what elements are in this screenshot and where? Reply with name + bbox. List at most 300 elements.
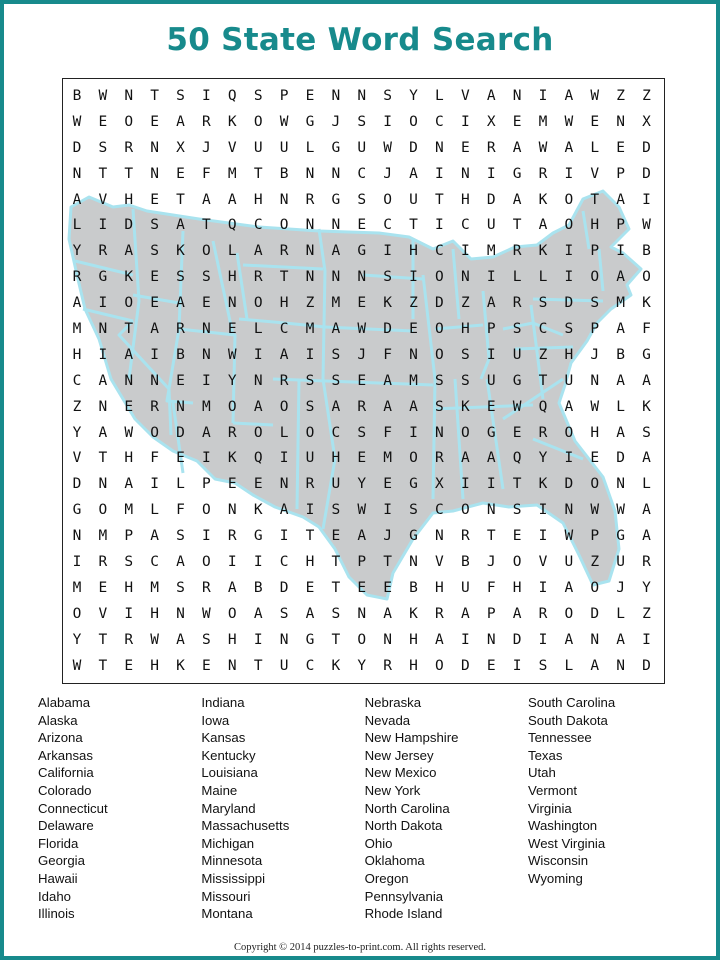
grid-letter: T — [150, 87, 159, 104]
grid-letter: T — [435, 191, 444, 208]
grid-letter: T — [98, 165, 108, 182]
word-list-item: Indiana — [201, 695, 245, 710]
grid-letter: M — [72, 579, 82, 596]
grid-letter: K — [227, 450, 237, 467]
grid-letter: C — [383, 217, 392, 234]
grid-letter: R — [538, 424, 548, 441]
grid-letter: A — [279, 346, 289, 363]
grid-letter: H — [435, 579, 444, 596]
grid-letter: A — [279, 502, 289, 519]
grid-letter: E — [590, 450, 600, 467]
grid-letter: E — [512, 528, 522, 545]
grid-letter: Q — [512, 450, 522, 467]
grid-letter: E — [253, 476, 263, 493]
grid-letter: X — [435, 476, 444, 493]
grid-letter: M — [383, 450, 392, 467]
grid-letter: L — [538, 269, 548, 286]
grid-letter: G — [486, 424, 496, 441]
grid-letter: K — [409, 605, 418, 622]
grid-letter: N — [435, 139, 444, 156]
grid-letter: H — [227, 269, 237, 286]
word-list-item: Texas — [527, 747, 563, 763]
grid-letter: D — [616, 450, 626, 467]
grid-letter: O — [590, 269, 600, 286]
grid-letter: L — [72, 217, 82, 234]
grid-letter: G — [98, 269, 108, 286]
word-list-item: Oklahoma — [364, 853, 425, 869]
grid-letter: O — [279, 217, 289, 234]
grid-letter: U — [512, 346, 522, 363]
grid-letter: A — [331, 398, 341, 415]
grid-letter: A — [642, 528, 651, 545]
grid-letter: A — [253, 605, 263, 622]
grid-letter: R — [124, 139, 134, 156]
grid-letter: E — [357, 295, 367, 312]
grid-letter: I — [616, 243, 626, 260]
grid-letter: I — [124, 605, 134, 622]
grid-letter: N — [616, 657, 626, 674]
grid-letter: A — [202, 424, 211, 441]
grid-letter: A — [512, 605, 522, 622]
grid-letter: F — [383, 346, 392, 363]
grid-letter: W — [72, 657, 82, 674]
word-list-item: California — [38, 765, 94, 781]
grid-letter: R — [357, 398, 367, 415]
word-list-item: Ohio — [364, 835, 393, 851]
grid-letter: A — [124, 243, 134, 260]
grid-letter: B — [176, 346, 185, 363]
grid-letter: N — [486, 631, 496, 648]
grid-letter: U — [253, 139, 263, 156]
grid-letter: I — [460, 631, 470, 648]
grid-letter: E — [227, 476, 237, 493]
grid-letter: W — [72, 113, 82, 130]
grid-letter: E — [357, 217, 367, 234]
word-list-item: Nevada — [364, 712, 411, 728]
grid-letter: R — [383, 657, 392, 674]
grid-letter: Y — [72, 243, 82, 260]
grid-letter: R — [72, 269, 82, 286]
grid-row — [63, 368, 664, 394]
grid-letter: A — [124, 476, 134, 493]
grid-letter: I — [383, 113, 392, 130]
grid-letter: N — [331, 269, 341, 286]
grid-letter: A — [564, 139, 574, 156]
grid-letter: Y — [72, 424, 82, 441]
grid-letter: M — [486, 243, 496, 260]
grid-letter: D — [590, 605, 600, 622]
grid-letter: I — [538, 579, 548, 596]
grid-letter: A — [512, 191, 522, 208]
grid-letter: N — [150, 139, 159, 156]
grid-letter: V — [227, 139, 237, 156]
grid-letter: I — [564, 243, 574, 260]
grid-letter: U — [616, 553, 626, 570]
grid-letter: T — [590, 191, 600, 208]
grid-letter: W — [227, 346, 237, 363]
grid-letter: J — [383, 165, 392, 182]
grid-letter: N — [486, 502, 496, 519]
grid-letter: H — [590, 424, 600, 441]
grid-letter: Y — [357, 476, 367, 493]
grid-letter: I — [253, 346, 263, 363]
word-list-item: South Dakota — [527, 712, 608, 728]
grid-letter: L — [642, 476, 651, 493]
grid-letter: O — [150, 424, 159, 441]
grid-letter: A — [435, 631, 444, 648]
grid-letter: A — [150, 320, 159, 337]
grid-letter: W — [564, 113, 574, 130]
grid-letter: H — [124, 450, 134, 467]
grid-letter: A — [98, 424, 108, 441]
grid-letter: H — [124, 579, 134, 596]
grid-letter: S — [279, 605, 289, 622]
grid-letter: X — [642, 113, 651, 130]
grid-letter: S — [383, 269, 392, 286]
grid-letter: R — [98, 553, 108, 570]
grid-letter: A — [486, 450, 496, 467]
grid-letter: I — [98, 295, 108, 312]
grid-letter: R — [98, 243, 108, 260]
grid-letter: S — [460, 372, 470, 389]
grid-letter: T — [331, 631, 341, 648]
grid-letter: I — [538, 502, 548, 519]
grid-letter: I — [383, 243, 392, 260]
grid-letter: C — [435, 113, 444, 130]
grid-letter: K — [642, 398, 651, 415]
grid-letter: I — [305, 502, 315, 519]
grid-row — [63, 264, 664, 290]
word-list-item: Alaska — [38, 712, 78, 728]
word-list-item: Delaware — [38, 818, 94, 834]
grid-letter: H — [409, 243, 418, 260]
grid-letter: P — [616, 165, 626, 182]
grid-letter: N — [331, 165, 341, 182]
grid-letter: T — [176, 191, 185, 208]
word-list-item: Idaho — [38, 888, 72, 904]
grid-letter: N — [98, 320, 108, 337]
grid-letter: I — [150, 346, 159, 363]
grid-letter: I — [460, 113, 470, 130]
grid-letter: J — [357, 346, 367, 363]
grid-letter: Q — [227, 87, 237, 104]
grid-letter: W — [538, 139, 548, 156]
grid-letter: S — [98, 139, 108, 156]
grid-letter: O — [202, 502, 211, 519]
word-list-item: Illinois — [38, 906, 75, 922]
grid-letter: S — [357, 424, 367, 441]
grid-letter: E — [124, 657, 134, 674]
grid-letter: A — [590, 657, 600, 674]
grid-letter: E — [512, 424, 522, 441]
grid-letter: Q — [538, 398, 548, 415]
grid-letter: W — [357, 502, 367, 519]
grid-letter: R — [227, 424, 237, 441]
grid-letter: W — [590, 502, 600, 519]
grid-letter: C — [538, 320, 548, 337]
grid-letter: S — [331, 605, 341, 622]
grid-letter: R — [150, 398, 159, 415]
word-column — [201, 694, 361, 923]
grid-letter: O — [305, 424, 315, 441]
grid-letter: U — [564, 553, 574, 570]
grid-letter: P — [357, 553, 367, 570]
grid-letter: G — [331, 139, 341, 156]
grid-letter: M — [616, 295, 626, 312]
grid-letter: L — [253, 320, 263, 337]
grid-letter: O — [124, 295, 134, 312]
grid-letter: W — [357, 320, 367, 337]
grid-letter: I — [253, 631, 263, 648]
grid-letter: Z — [538, 346, 548, 363]
grid-letter: K — [460, 398, 470, 415]
grid-letter: L — [590, 139, 600, 156]
grid-letter: V — [72, 450, 82, 467]
grid-letter: S — [435, 372, 444, 389]
grid-letter: A — [383, 372, 392, 389]
grid-letter: M — [305, 320, 315, 337]
grid-letter: O — [409, 450, 418, 467]
grid-letter: Y — [642, 579, 651, 596]
grid-letter: I — [460, 243, 470, 260]
grid-letter: S — [124, 553, 134, 570]
grid-letter: E — [590, 113, 600, 130]
grid-letter: R — [538, 605, 548, 622]
grid-letter: I — [435, 165, 444, 182]
word-list-item: Pennsylvania — [364, 888, 444, 904]
grid-letter: G — [642, 346, 651, 363]
grid-letter: R — [279, 372, 289, 389]
grid-letter: I — [435, 217, 444, 234]
grid-letter: B — [279, 165, 289, 182]
grid-letter: O — [253, 295, 263, 312]
word-list-item: West Virginia — [527, 835, 606, 851]
grid-letter: I — [202, 372, 211, 389]
grid-letter: A — [176, 113, 185, 130]
grid-letter: H — [279, 295, 289, 312]
grid-letter: P — [590, 243, 600, 260]
grid-row — [63, 394, 664, 420]
word-column — [38, 694, 198, 923]
grid-letter: T — [98, 657, 108, 674]
grid-letter: C — [72, 372, 82, 389]
word-list-item: Mississippi — [201, 870, 266, 886]
grid-letter: E — [176, 450, 185, 467]
word-list-item: Missouri — [201, 888, 251, 904]
grid-letter: N — [357, 87, 367, 104]
grid-letter: O — [564, 191, 574, 208]
grid-letter: I — [279, 528, 289, 545]
grid-letter: W — [150, 631, 159, 648]
grid-letter: G — [72, 502, 82, 519]
grid-letter: A — [227, 191, 237, 208]
grid-row — [63, 653, 664, 679]
grid-letter: N — [253, 372, 263, 389]
grid-letter: J — [486, 553, 496, 570]
grid-row — [63, 342, 664, 368]
grid-letter: O — [590, 579, 600, 596]
grid-letter: S — [564, 320, 574, 337]
grid-letter: N — [616, 113, 626, 130]
grid-letter: T — [538, 372, 548, 389]
grid-letter: K — [124, 269, 134, 286]
word-list-item: Maine — [201, 782, 238, 798]
grid-letter: L — [512, 269, 522, 286]
grid-letter: E — [383, 579, 392, 596]
grid-letter: H — [590, 217, 600, 234]
grid-letter: J — [331, 113, 341, 130]
grid-letter: C — [253, 217, 263, 234]
grid-letter: N — [279, 631, 289, 648]
grid-letter: E — [357, 372, 367, 389]
grid-letter: W — [98, 87, 108, 104]
grid-letter: N — [357, 269, 367, 286]
grid-letter: N — [590, 631, 600, 648]
grid-letter: E — [383, 476, 392, 493]
grid-letter: T — [98, 450, 108, 467]
grid-row — [63, 601, 664, 627]
grid-letter: T — [279, 269, 289, 286]
grid-letter: I — [642, 191, 651, 208]
grid-letter: Y — [357, 657, 367, 674]
grid-letter: B — [616, 346, 626, 363]
grid-letter: S — [305, 398, 315, 415]
grid-letter: M — [409, 372, 418, 389]
grid-letter: U — [279, 139, 289, 156]
grid-letter: E — [409, 320, 418, 337]
word-list-item: Iowa — [201, 712, 230, 728]
grid-letter: O — [202, 553, 211, 570]
grid-letter: S — [150, 217, 159, 234]
grid-letter: D — [409, 139, 418, 156]
grid-letter: G — [253, 528, 263, 545]
grid-letter: R — [227, 528, 237, 545]
grid-letter: F — [202, 165, 211, 182]
grid-letter: U — [279, 657, 289, 674]
word-list-item: Arkansas — [38, 747, 93, 763]
grid-letter: Y — [409, 87, 418, 104]
grid-letter: M — [98, 528, 108, 545]
grid-letter: G — [409, 528, 418, 545]
grid-letter: C — [279, 320, 289, 337]
grid-letter: I — [409, 269, 418, 286]
grid-letter: G — [305, 631, 315, 648]
grid-letter: O — [460, 502, 470, 519]
grid-letter: O — [357, 631, 367, 648]
grid-letter: R — [253, 269, 263, 286]
grid-letter: Z — [642, 87, 651, 104]
grid-letter: K — [253, 502, 263, 519]
grid-letter: C — [435, 502, 444, 519]
word-list-item: Kentucky — [201, 747, 256, 763]
grid-letter: Z — [72, 398, 82, 415]
grid-letter: Z — [642, 605, 651, 622]
grid-letter: G — [357, 243, 367, 260]
grid-letter: C — [460, 217, 470, 234]
grid-letter: N — [150, 165, 159, 182]
grid-letter: W — [383, 139, 392, 156]
grid-letter: O — [253, 113, 263, 130]
grid-letter: N — [227, 657, 237, 674]
grid-letter: T — [124, 320, 134, 337]
grid-letter: S — [331, 502, 341, 519]
grid-letter: A — [72, 191, 82, 208]
grid-letter: N — [124, 87, 134, 104]
grid-row — [63, 497, 664, 523]
grid-letter: N — [150, 372, 159, 389]
grid-letter: N — [98, 398, 108, 415]
grid-letter: I — [150, 476, 159, 493]
grid-letter: K — [642, 295, 651, 312]
grid-letter: B — [642, 243, 651, 260]
grid-letter: W — [202, 605, 211, 622]
grid-letter: S — [176, 528, 185, 545]
grid-letter: R — [512, 295, 522, 312]
grid-letter: A — [616, 269, 626, 286]
grid-letter: Y — [72, 631, 82, 648]
grid-letter: D — [435, 295, 444, 312]
grid-letter: I — [538, 528, 548, 545]
grid-letter: I — [642, 631, 651, 648]
grid-letter: T — [331, 579, 341, 596]
grid-letter: R — [176, 320, 185, 337]
grid-letter: M — [202, 398, 211, 415]
grid-row — [63, 575, 664, 601]
grid-letter: N — [305, 243, 315, 260]
grid-letter: E — [357, 450, 367, 467]
grid-letter: O — [435, 657, 444, 674]
grid-letter: O — [642, 269, 651, 286]
grid-row — [63, 627, 664, 653]
grid-letter: L — [616, 398, 626, 415]
grid-letter: N — [331, 217, 341, 234]
grid-letter: W — [124, 424, 134, 441]
grid-letter: H — [305, 553, 315, 570]
grid-letter: S — [202, 269, 211, 286]
grid-letter: N — [202, 346, 211, 363]
grid-letter: G — [331, 191, 341, 208]
grid-letter: S — [435, 398, 444, 415]
grid-letter: E — [305, 579, 315, 596]
grid-letter: I — [383, 502, 392, 519]
grid-letter: I — [202, 87, 211, 104]
grid-letter: H — [72, 346, 82, 363]
grid-letter: A — [202, 191, 211, 208]
grid-letter: M — [124, 502, 134, 519]
grid-letter: A — [642, 450, 651, 467]
grid-letter: E — [202, 295, 211, 312]
grid-letter: I — [279, 450, 289, 467]
grid-letter: I — [409, 424, 418, 441]
grid-letter: H — [124, 191, 134, 208]
grid-row — [63, 420, 664, 446]
grid-letter: I — [305, 346, 315, 363]
grid-letter: I — [486, 476, 496, 493]
grid-letter: O — [227, 398, 237, 415]
grid-letter: P — [124, 528, 134, 545]
grid-letter: K — [538, 243, 548, 260]
grid-letter: I — [486, 269, 496, 286]
grid-letter: A — [176, 631, 185, 648]
grid-row — [63, 549, 664, 575]
grid-letter: S — [253, 87, 263, 104]
grid-letter: H — [460, 320, 470, 337]
grid-letter: K — [176, 657, 185, 674]
state-word-list — [38, 694, 688, 923]
grid-letter: N — [279, 476, 289, 493]
grid-letter: D — [642, 139, 651, 156]
grid-row — [63, 187, 664, 213]
